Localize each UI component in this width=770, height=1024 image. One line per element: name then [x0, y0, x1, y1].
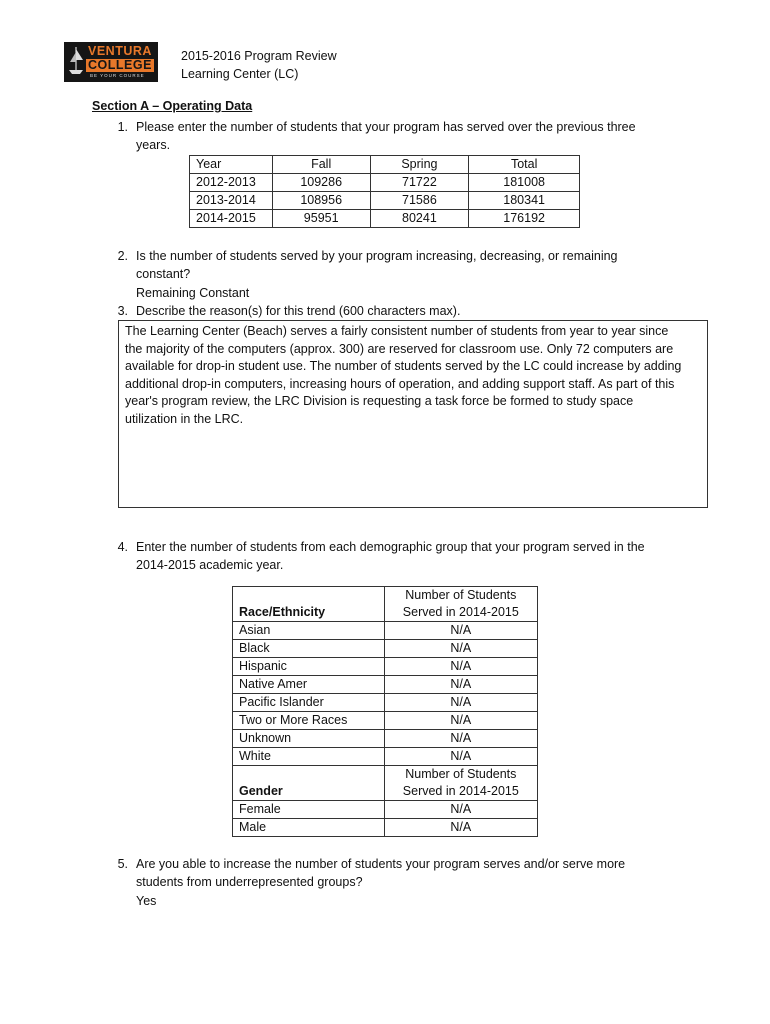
- table-row: [233, 676, 538, 694]
- header-title: 2015-2016 Program Review: [181, 49, 337, 63]
- cell-year: 2012-2013: [190, 174, 273, 192]
- gender-header: Gender: [233, 766, 385, 801]
- table-row: [233, 819, 538, 837]
- question-number: 4.: [117, 540, 128, 554]
- logo-word-ventura: VENTURA: [88, 44, 152, 58]
- group-count: N/A: [384, 801, 537, 819]
- table-row: [233, 712, 538, 730]
- question-text: Is the number of students served by your program increasing, decreasing, or remaining: [136, 249, 618, 263]
- race-ethnicity-header: Race/Ethnicity: [233, 587, 385, 622]
- table-row: [233, 748, 538, 766]
- group-label: Hispanic: [233, 658, 385, 676]
- count-header-line1: Number of Students: [405, 588, 517, 602]
- table-row: [190, 192, 580, 210]
- group-label: Two or More Races: [233, 712, 385, 730]
- table-row: [190, 174, 580, 192]
- group-count: N/A: [384, 676, 537, 694]
- header-year: Year: [190, 156, 273, 174]
- ship-emblem-icon: [67, 46, 85, 76]
- table-row: [233, 801, 538, 819]
- header-spring: Spring: [370, 156, 469, 174]
- group-count: N/A: [384, 694, 537, 712]
- question-text-cont: students from underrepresented groups?: [136, 875, 363, 889]
- table-row: [233, 622, 538, 640]
- table-row: [233, 694, 538, 712]
- table-row: [190, 210, 580, 228]
- group-count: N/A: [384, 712, 537, 730]
- question-1: [108, 118, 708, 154]
- question-text: Enter the number of students from each demographic group that your program served in the: [136, 540, 645, 554]
- table-row: [233, 730, 538, 748]
- question-number: 3.: [117, 304, 128, 318]
- group-count: N/A: [384, 730, 537, 748]
- group-count: N/A: [384, 640, 537, 658]
- answer-q2: Remaining Constant: [136, 286, 250, 300]
- answer-line: The Learning Center (Beach) serves a fairly consistent number of students from year to year since: [125, 324, 669, 338]
- question-text-cont: constant?: [136, 267, 191, 281]
- count-header: [384, 766, 537, 801]
- question-2: [108, 247, 708, 283]
- race-header-row: [233, 587, 538, 622]
- group-label: Unknown: [233, 730, 385, 748]
- answer-line: the majority of the computers (approx. 300) are reserved for classroom use. Only 72 computers are: [125, 341, 674, 356]
- question-4: [108, 538, 708, 574]
- header-subtitle: Learning Center (LC): [181, 67, 299, 81]
- question-number: 2.: [117, 249, 128, 263]
- group-count: N/A: [384, 748, 537, 766]
- cell-spring: 71722: [370, 174, 469, 192]
- college-logo: [64, 42, 158, 82]
- cell-year: 2013-2014: [190, 192, 273, 210]
- header-fall: Fall: [272, 156, 370, 174]
- group-label: Native Amer: [233, 676, 385, 694]
- header-total: Total: [469, 156, 580, 174]
- question-5: [108, 855, 708, 891]
- question-number: 1.: [117, 120, 128, 134]
- question-text-cont: 2014-2015 academic year.: [136, 558, 284, 572]
- count-header-line2: Served in 2014-2015: [402, 784, 519, 798]
- group-count: N/A: [384, 658, 537, 676]
- cell-spring: 80241: [370, 210, 469, 228]
- group-count: N/A: [384, 622, 537, 640]
- question-number: 5.: [117, 857, 128, 871]
- cell-spring: 71586: [370, 192, 469, 210]
- answer-q5: Yes: [136, 894, 157, 908]
- answer-line: available for drop-in student use. The number of students served by the LC could increase by adding: [125, 359, 682, 374]
- demographics-table: [232, 586, 538, 837]
- question-text: Describe the reason(s) for this trend (600 characters max).: [136, 304, 461, 318]
- reason-answer-box: [118, 320, 708, 508]
- logo-word-college: COLLEGE: [88, 58, 152, 72]
- logo-tagline: BE YOUR COURSE: [90, 73, 145, 78]
- section-title: Section A – Operating Data: [92, 99, 253, 113]
- cell-total: 180341: [469, 192, 580, 210]
- document-header: [181, 47, 337, 83]
- group-label: Female: [233, 801, 385, 819]
- answer-line: year's program review, the LRC Division is requesting a task force be formed to study space: [125, 394, 634, 409]
- students-by-year-table: [189, 155, 580, 228]
- answer-line: utilization in the LRC.: [125, 411, 244, 426]
- count-header-line2: Served in 2014-2015: [402, 605, 519, 619]
- cell-fall: 108956: [272, 192, 370, 210]
- group-label: Asian: [233, 622, 385, 640]
- question-text: Are you able to increase the number of students your program serves and/or serve more: [136, 857, 626, 871]
- table-row: [233, 640, 538, 658]
- count-header: [384, 587, 537, 622]
- answer-line: additional drop-in computers, increasing hours of operation, and adding support staff. As part of this: [125, 376, 675, 391]
- group-label: Black: [233, 640, 385, 658]
- group-label: Pacific Islander: [233, 694, 385, 712]
- group-count: N/A: [384, 819, 537, 837]
- question-text: Please enter the number of students that your program has served over the previous three: [136, 120, 636, 134]
- cell-fall: 109286: [272, 174, 370, 192]
- group-label: White: [233, 748, 385, 766]
- question-text-cont: years.: [136, 138, 171, 152]
- gender-header-row: [233, 766, 538, 801]
- group-label: Male: [233, 819, 385, 837]
- cell-total: 181008: [469, 174, 580, 192]
- question-3: [108, 302, 708, 320]
- table-header-row: [190, 156, 580, 174]
- cell-total: 176192: [469, 210, 580, 228]
- cell-fall: 95951: [272, 210, 370, 228]
- table-row: [233, 658, 538, 676]
- cell-year: 2014-2015: [190, 210, 273, 228]
- count-header-line1: Number of Students: [405, 767, 517, 781]
